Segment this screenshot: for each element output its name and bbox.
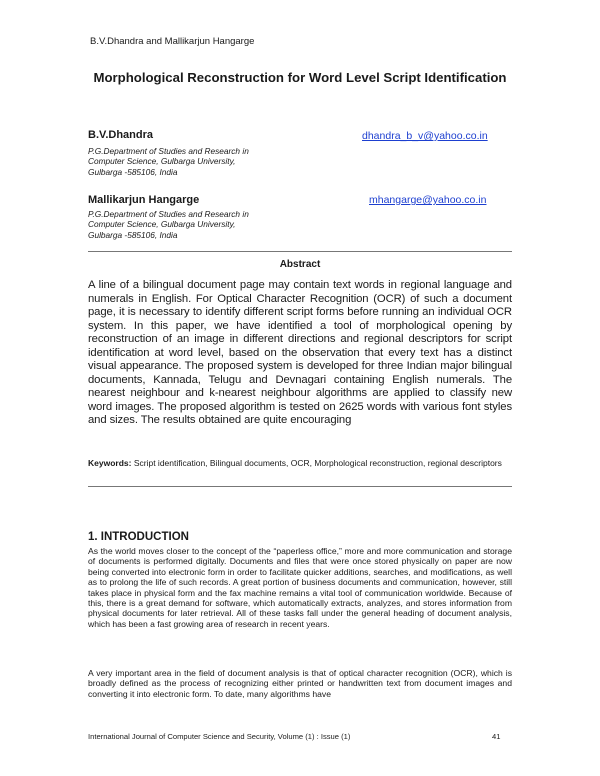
author-affiliation-2 <box>88 209 249 240</box>
author-email-link-2[interactable]: mhangarge@yahoo.co.in <box>369 194 487 206</box>
abstract-text: A line of a bilingual document page may contain text words in regional language and numerals in English. For Optical Character Recognition (OCR) of such a document page, it is necessary to identify different script forms before running an individual OCR system. In this paper, we have identified a tool of morphological opening by reconstruction of an image in different directions and regional descriptors for script identification at word level, based on the observation that every text has a distinct visual appearance. The proposed system is developed for three Indian major bilingual documents, Kannada, Telugu and Devnagari containing English numerals. The nearest neighbour and k-nearest neighbour algorithms are applied to classify new word images. The proposed algorithm is tested on 2625 words with various font styles and sizes. The results obtained are quite encouraging <box>88 279 512 426</box>
affiliation-line: Gulbarga -585106, India <box>88 166 178 177</box>
author-name-2: Mallikarjun Hangarge <box>88 194 200 206</box>
affiliation-line: Computer Science, Gulbarga University, <box>88 156 236 167</box>
footer-page-number: 41 <box>492 732 501 741</box>
affiliation-line: Gulbarga -585106, India <box>88 229 178 240</box>
affiliation-line: P.G.Department of Studies and Research in <box>88 209 249 219</box>
keywords <box>88 458 512 469</box>
keywords-text: Script identification, Bilingual documents, OCR, Morphological reconstruction, regional descriptors <box>133 458 502 468</box>
author-name-1: B.V.Dhandra <box>88 129 154 141</box>
intro-paragraph-2: A very important area in the field of document analysis is that of optical character recognition (OCR), which is broadly defined as the process of recognizing either printed or handwritten text from document images and converting it into electronic form. To date, many algorithms have <box>88 668 512 699</box>
abstract-bottom-divider <box>88 486 512 487</box>
intro-paragraph-1: As the world moves closer to the concept of the “paperless office,” more and more communication and storage of documents is performed digitally. Documents and files that were once stored physically on paper are now being converted into electronic form in order to facilitate quicker additions, searches, and modifications, as well as to prolong the life of such records. A great portion of business documents and communication, however, still takes place in physical form and the fax machine remains a vital tool of communication worldwide. Because of this, there is a great demand for software, which automatically extracts, analyzes, and stores information from physical documents for later retrieval. All of these tasks fall under the general heading of document analysis, which has been a fast growing area of research in recent years. <box>88 546 512 629</box>
footer-journal: International Journal of Computer Science and Security, Volume (1) : Issue (1) <box>88 732 351 741</box>
running-head: B.V.Dhandra and Mallikarjun Hangarge <box>90 36 255 47</box>
affiliation-line: Computer Science, Gulbarga University, <box>88 219 236 230</box>
section-heading-introduction: 1. INTRODUCTION <box>88 531 189 543</box>
affiliation-line: P.G.Department of Studies and Research in <box>88 146 249 156</box>
paper-title: Morphological Reconstruction for Word Level Script Identification <box>93 70 507 85</box>
author-email-link-1[interactable]: dhandra_b_v@yahoo.co.in <box>362 130 488 142</box>
author-affiliation-1 <box>88 146 249 177</box>
abstract-heading: Abstract <box>279 259 321 270</box>
keywords-label: Keywords: <box>88 458 132 468</box>
abstract-top-divider <box>88 251 512 252</box>
